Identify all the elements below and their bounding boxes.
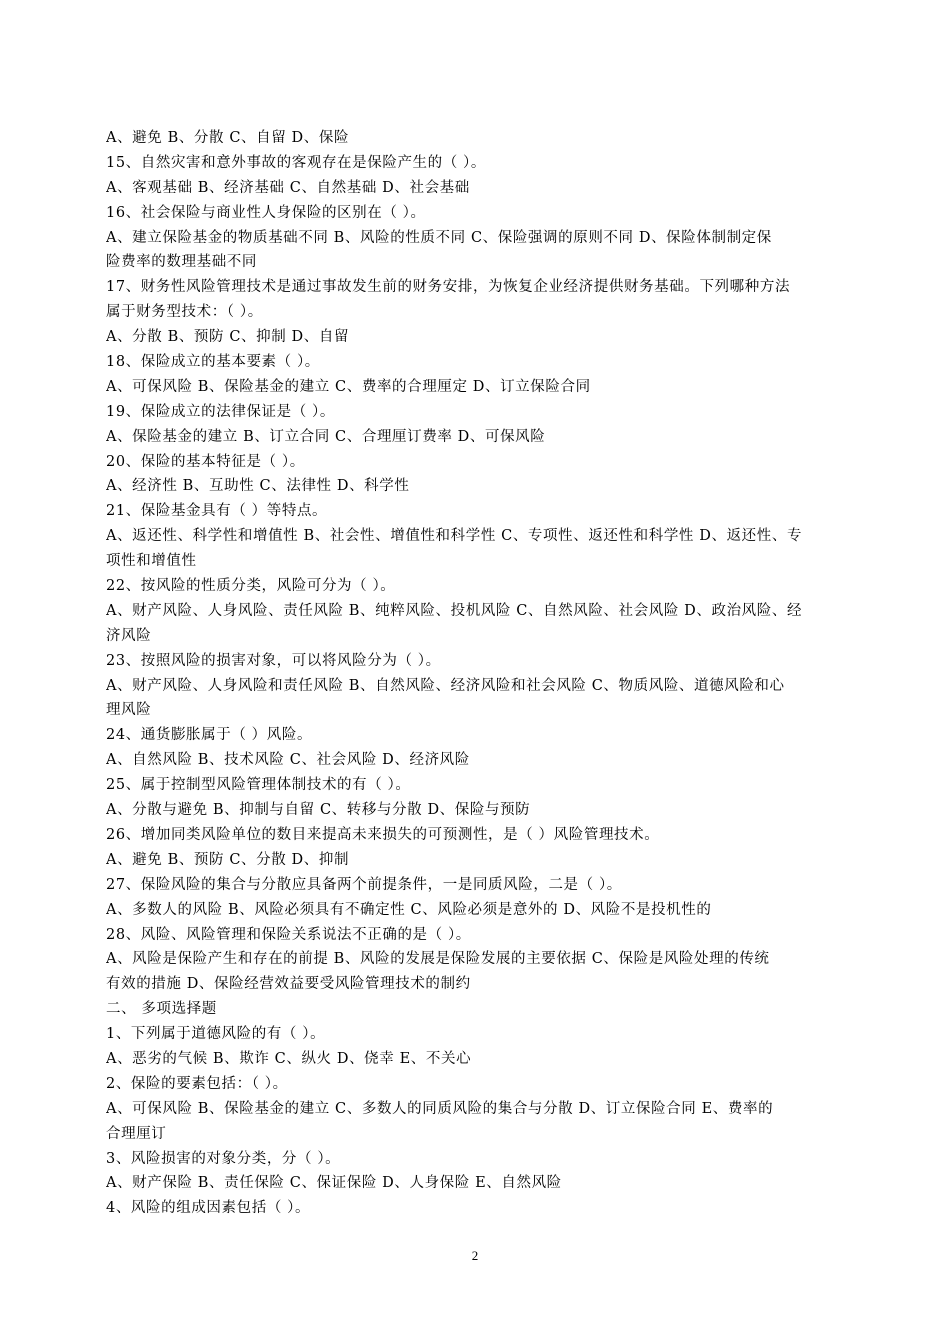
text-line: 2、保险的要素包括：（ ）。 <box>106 1075 288 1092</box>
text-line: A、客观基础 B、经济基础 C、自然基础 D、社会基础 <box>106 179 470 196</box>
text-line: 合理厘订 <box>106 1125 167 1142</box>
text-line: 18、保险成立的基本要素（ ）。 <box>106 354 320 371</box>
question-list <box>106 126 851 1221</box>
text-line: A、可保风险 B、保险基金的建立 C、费率的合理厘定 D、订立保险合同 <box>106 378 591 395</box>
text-line: A、风险是保险产生和存在的前提 B、风险的发展是保险发展的主要依据 C、保险是风险处理的传统 <box>106 951 770 968</box>
text-line: 1、下列属于道德风险的有（ ）。 <box>106 1026 326 1043</box>
text-line: 22、按风险的性质分类，风险可分为（ ）。 <box>106 578 396 595</box>
text-line: A、恶劣的气候 B、欺诈 C、纵火 D、侥幸 E、不关心 <box>106 1050 472 1067</box>
text-line: 24、通货膨胀属于（ ）风险。 <box>106 727 313 744</box>
text-line: 有效的措施 D、保险经营效益要受风险管理技术的制约 <box>106 976 471 993</box>
text-line: 20、保险的基本特征是（ ）。 <box>106 453 305 470</box>
text-line: A、建立保险基金的物质基础不同 B、风险的性质不同 C、保险强调的原则不同 D、保险体制制定保 <box>106 229 772 246</box>
text-line: A、保险基金的建立 B、订立合同 C、合理厘订费率 D、可保风险 <box>106 428 546 445</box>
text-line: A、避免 B、分散 C、自留 D、保险 <box>106 130 350 146</box>
text-line: 19、保险成立的法律保证是（ ）。 <box>106 403 336 420</box>
text-line: 4、风险的组成因素包括（ ）。 <box>106 1200 311 1217</box>
text-line: 26、增加同类风险单位的数目来提高未来损失的可预测性，是（ ）风险管理技术。 <box>106 826 660 843</box>
text-line: A、财产风险、人身风险和责任风险 B、自然风险、经济风险和社会风险 C、物质风险、道德风险和心 <box>106 677 785 694</box>
text-line: 23、按照风险的损害对象，可以将风险分为（ ）。 <box>106 652 441 669</box>
text-line: A、财产保险 B、责任保险 C、保证保险 D、人身保险 E、自然风险 <box>106 1175 562 1192</box>
text-line: 16、社会保险与商业性人身保险的区别在（ ）。 <box>106 204 426 221</box>
text-line: 属于财务型技术：（ ）。 <box>106 304 263 321</box>
text-line: 17、财务性风险管理技术是通过事故发生前的财务安排，为恢复企业经济提供财务基础。下列哪种方法 <box>106 279 791 296</box>
text-line: 险费率的数理基础不同 <box>106 254 257 271</box>
text-line: A、分散 B、预防 C、抑制 D、自留 <box>106 329 350 346</box>
page-number: 2 <box>471 1248 479 1263</box>
text-line: 15、自然灾害和意外事故的客观存在是保险产生的（ ）。 <box>106 154 487 171</box>
text-line: 25、属于控制型风险管理体制技术的有（ ）。 <box>106 777 411 794</box>
text-line: A、返还性、科学性和增值性 B、社会性、增值性和科学性 C、专项性、返还性和科学性 D、返还性、专 <box>106 528 803 545</box>
text-line: A、避免 B、预防 C、分散 D、抑制 <box>106 851 350 868</box>
text-line: A、财产风险、人身风险、责任风险 B、纯粹风险、投机风险 C、自然风险、社会风险 D、政治风险、经 <box>106 602 803 619</box>
text-line: 28、风险、风险管理和保险关系说法不正确的是（ ）。 <box>106 926 471 943</box>
text-line: 项性和增值性 <box>106 553 197 570</box>
text-line: A、可保风险 B、保险基金的建立 C、多数人的同质风险的集合与分散 D、订立保险合同 E、费率的 <box>106 1100 774 1117</box>
text-line: A、经济性 B、互助性 C、法律性 D、科学性 <box>106 478 410 495</box>
text-line: A、自然风险 B、技术风险 C、社会风险 D、经济风险 <box>106 752 470 769</box>
text-line: 二、 多项选择题 <box>106 1001 217 1018</box>
text-line: 理风险 <box>106 702 152 719</box>
text-line: 3、风险损害的对象分类，分（ ）。 <box>106 1150 341 1167</box>
text-line: A、分散与避免 B、抑制与自留 C、转移与分散 D、保险与预防 <box>106 802 531 819</box>
text-line: A、多数人的风险 B、风险必须具有不确定性 C、风险必须是意外的 D、风险不是投机性的 <box>106 901 712 918</box>
text-line: 21、保险基金具有（ ）等特点。 <box>106 503 328 520</box>
text-line: 济风险 <box>106 627 152 644</box>
text-line: 27、保险风险的集合与分散应具备两个前提条件，一是同质风险，二是（ ）。 <box>106 876 622 893</box>
